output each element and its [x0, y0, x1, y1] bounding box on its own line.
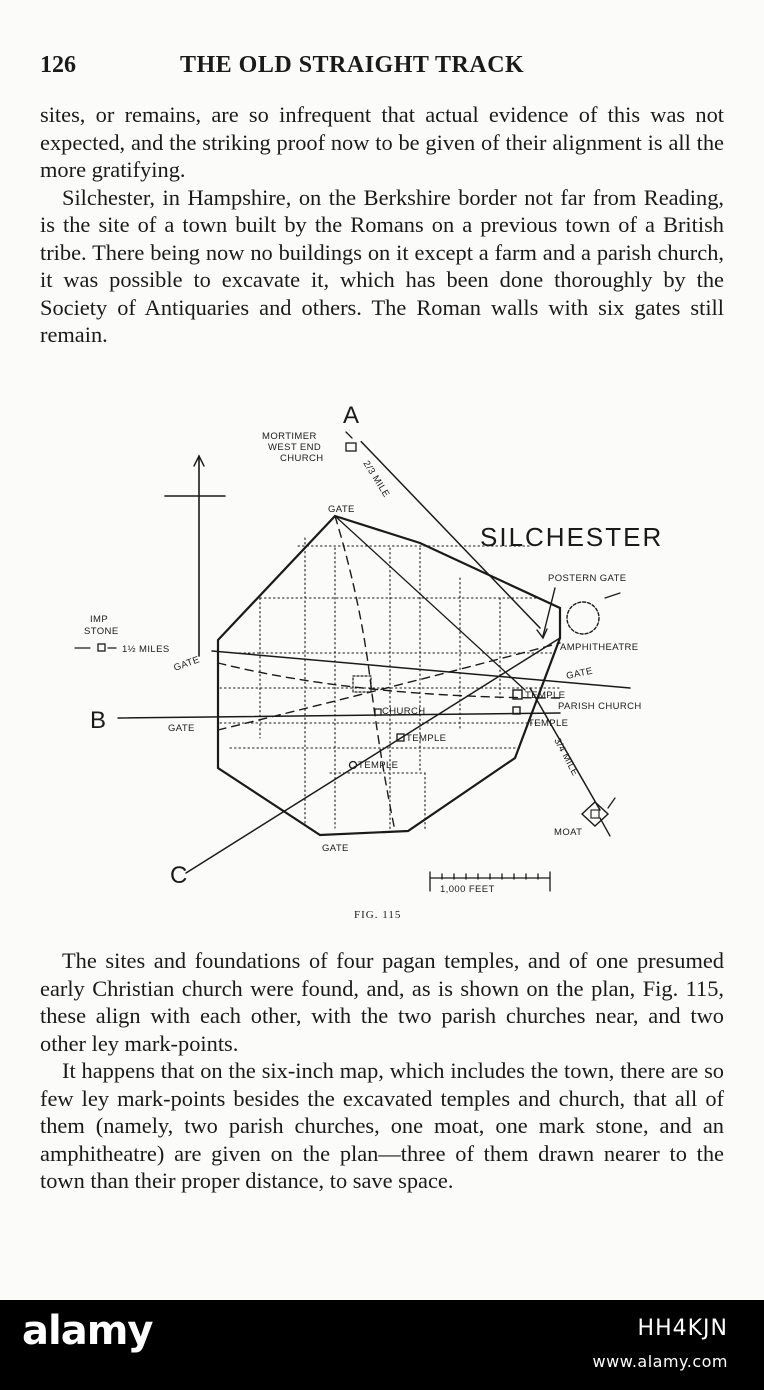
church-icon — [375, 709, 381, 715]
line-letter-a: A — [343, 402, 360, 429]
running-title: THE OLD STRAIGHT TRACK — [180, 52, 525, 78]
label-postern-gate: POSTERN GATE — [548, 573, 627, 584]
street-grid — [220, 538, 560, 831]
label-moat: MOAT — [554, 827, 583, 838]
label-church-inner: CHURCH — [382, 706, 426, 717]
map-title: SILCHESTER — [480, 522, 664, 552]
label-temple-east-2: TEMPLE — [528, 718, 569, 729]
amphitheatre-icon — [567, 602, 599, 634]
page-header — [40, 52, 724, 84]
site-url: www.alamy.com — [592, 1352, 728, 1371]
alignment-line-c — [186, 638, 560, 873]
temple-icon — [353, 676, 371, 692]
label-two-thirds-mile: 2/3 MILE — [360, 458, 392, 500]
label-church: CHURCH — [280, 453, 324, 464]
label-three-quarter-mile: 3/4 MILE — [551, 736, 581, 778]
label-amphitheatre: AMPHITHEATRE — [560, 642, 639, 653]
label-temple-inner: TEMPLE — [406, 733, 447, 744]
line-letter-b: B — [90, 707, 107, 734]
label-gate-south: GATE — [322, 843, 349, 854]
figure-caption: FIG. 115 — [354, 909, 402, 921]
label-temple-east: TEMPLE — [525, 690, 566, 701]
line-letter-c: C — [170, 862, 188, 889]
postern-gate-arrow — [543, 588, 555, 636]
label-gate-west: GATE — [172, 654, 202, 674]
label-mortimer: MORTIMER — [262, 431, 317, 442]
page-number: 126 — [40, 52, 76, 78]
label-west-end: WEST END — [268, 442, 322, 453]
scale-label: 1,000 FEET — [440, 884, 495, 895]
label-gate-east: GATE — [565, 665, 594, 682]
alamy-logo: alamy — [22, 1308, 153, 1354]
main-roads — [218, 516, 560, 831]
paragraph: The sites and foundations of four pagan temples, and of one presumed early Christian church were found, and, as is shown on the plan, Fig. 115, these align with each other, with the two parish churches near, and two other ley mark-points. — [40, 948, 724, 1056]
label-temple-inner-2: TEMPLE — [358, 760, 399, 771]
label-stone: STONE — [84, 626, 119, 637]
silchester-plan-figure — [60, 398, 700, 928]
label-gate-west-2: GATE — [168, 723, 195, 734]
imp-stone-line — [212, 651, 630, 688]
text-block-top — [40, 101, 724, 349]
paragraph: sites, or remains, are so infrequent that actual evidence of this was not expected, and the striking proof now to be given of their alignment is all the more gratifying. — [40, 102, 724, 182]
moat-icon — [582, 802, 608, 826]
image-id: HH4KJN — [637, 1316, 728, 1341]
label-parish-church: PARISH CHURCH — [558, 701, 642, 712]
postern-arrow-head — [537, 629, 547, 638]
label-gate-top: GATE — [328, 504, 355, 515]
paragraph: It happens that on the six-inch map, which includes the town, there are so few ley mark-points besides the excavated temples and church, that all of them (namely, two parish churches, one moat, one mark stone, and an amphitheatre) are given on the plan—three of them drawn nearer to the town than their proper distance, to save space. — [40, 1058, 724, 1193]
paragraph: Silchester, in Hampshire, on the Berkshire border not far from Reading, is the site of a town built by the Romans on a previous town of a British tribe. There being now no buildings on it except a farm and a parish church, it was possible to excavate it, which has been done thoroughly by the Society of Antiquaries and others. The Roman walls with six gates still remain. — [40, 184, 724, 347]
label-imp: IMP — [90, 614, 109, 625]
mortimer-church-icon — [346, 443, 356, 451]
alignment-line-b — [118, 713, 560, 718]
imp-stone-icon — [98, 644, 105, 651]
label-one-half-miles: 1½ MILES — [122, 644, 170, 655]
text-block-bottom — [40, 947, 724, 1195]
